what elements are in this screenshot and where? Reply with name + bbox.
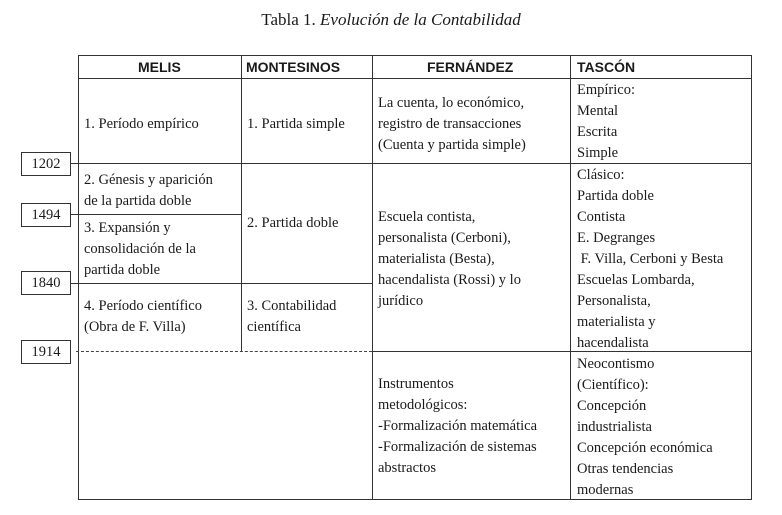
fernandez-stage-3-line: abstractos — [378, 460, 436, 476]
tascon-stage-1-line: Empírico: — [577, 82, 635, 98]
year-1914: 1914 — [21, 340, 71, 364]
melis-period-3-line: partida doble — [84, 262, 161, 278]
tascon-stage-3-line: industrialista — [577, 419, 652, 435]
row-separator-melis-2 — [78, 214, 242, 215]
montesinos-period-2 — [247, 213, 338, 234]
montesinos-period-2-line: 2. Partida doble — [247, 215, 339, 231]
fernandez-stage-1-line: (Cuenta y partida simple) — [378, 137, 526, 153]
tascon-stage-1-line: Simple — [577, 145, 619, 161]
melis-period-2-line: de la partida doble — [84, 193, 192, 209]
fernandez-stage-3-line: -Formalización de sistemas — [378, 439, 537, 455]
tascon-stage-2-line: F. Villa, Cerboni y Besta — [577, 251, 724, 267]
row-separator-melis-3 — [78, 283, 242, 284]
tascon-stage-2-line: Clásico: — [577, 167, 625, 183]
table-left-border — [78, 55, 79, 500]
melis-period-1-line: 1. Período empírico — [84, 116, 199, 132]
fernandez-stage-2-line: Escuela contista, — [378, 209, 476, 225]
header-melis: MELIS — [138, 59, 181, 75]
tascon-stage-2-line: E. Degranges — [577, 230, 656, 246]
year-1202: 1202 — [21, 152, 71, 176]
row-separator-1 — [78, 163, 752, 164]
header-montesinos: MONTESINOS — [246, 59, 341, 75]
tascon-stage-2-line: Personalista, — [577, 293, 651, 309]
fernandez-stage-3-line: Instrumentos — [378, 376, 454, 392]
fernandez-stage-1-line: La cuenta, lo económico, — [378, 95, 525, 111]
year-1494-line — [70, 214, 79, 215]
tascon-stage-3-line: Otras tendencias — [577, 461, 674, 477]
tascon-stage-2-line: Partida doble — [577, 188, 654, 204]
col-separator-1 — [241, 55, 242, 351]
montesinos-period-1-line: 1. Partida simple — [247, 116, 345, 132]
table-top-border — [78, 55, 752, 56]
table-title-italic: Evolución de la Contabilidad — [320, 10, 521, 29]
dashed-1914-line — [76, 351, 372, 352]
fernandez-stage-2-line: jurídico — [378, 293, 424, 309]
tascon-stage-2 — [577, 165, 723, 354]
tascon-stage-1-line: Mental — [577, 103, 619, 119]
montesinos-period-3 — [247, 296, 336, 338]
tascon-stage-1-line: Escrita — [577, 124, 618, 140]
melis-period-1 — [84, 114, 199, 135]
fernandez-stage-3-line: metodológicos: — [378, 397, 468, 413]
fernandez-stage-1-line: registro de transacciones — [378, 116, 522, 132]
table-title — [0, 10, 782, 30]
tascon-stage-3-line: (Científico): — [577, 377, 649, 393]
melis-period-3 — [84, 218, 196, 281]
header-separator — [78, 78, 752, 79]
tascon-stage-2-line: Escuelas Lombarda, — [577, 272, 695, 288]
montesinos-period-3-line: 3. Contabilidad — [247, 298, 337, 314]
melis-period-4-line: 4. Período científico — [84, 298, 202, 314]
tascon-stage-3-line: modernas — [577, 482, 634, 498]
tascon-stage-2-line: materialista y — [577, 314, 656, 330]
montesinos-period-1 — [247, 114, 345, 135]
melis-period-2 — [84, 170, 213, 212]
year-1840: 1840 — [21, 271, 71, 295]
montesinos-period-3-line: científica — [247, 319, 301, 335]
fernandez-stage-3-line: -Formalización matemática — [378, 418, 538, 434]
table-title-prefix: Tabla 1. — [261, 10, 316, 29]
melis-period-4-line: (Obra de F. Villa) — [84, 319, 186, 335]
header-tascon: TASCÓN — [577, 59, 636, 75]
tascon-stage-3-line: Neocontismo — [577, 356, 655, 372]
table-right-border — [751, 55, 752, 500]
fernandez-stage-2-line: personalista (Cerboni), — [378, 230, 511, 246]
fernandez-stage-3 — [378, 374, 537, 479]
tascon-stage-1 — [577, 80, 635, 164]
tascon-stage-3-line: Concepción económica — [577, 440, 713, 456]
fernandez-stage-1 — [378, 93, 526, 156]
tascon-stage-2-line: hacendalista — [577, 335, 649, 351]
year-1840-line — [70, 283, 79, 284]
col-separator-3 — [570, 55, 571, 500]
melis-period-2-line: 2. Génesis y aparición — [84, 172, 213, 188]
tascon-stage-3 — [577, 354, 713, 501]
melis-period-3-line: consolidación de la — [84, 241, 196, 257]
header-fernandez: FERNÁNDEZ — [427, 59, 514, 75]
tascon-stage-2-line: Contista — [577, 209, 626, 225]
year-1494: 1494 — [21, 203, 71, 227]
tascon-stage-3-line: Concepción — [577, 398, 647, 414]
fernandez-stage-2 — [378, 207, 521, 312]
fernandez-stage-2-line: hacendalista (Rossi) y lo — [378, 272, 521, 288]
melis-period-4 — [84, 296, 202, 338]
melis-period-3-line: 3. Expansión y — [84, 220, 171, 236]
fernandez-stage-2-line: materialista (Besta), — [378, 251, 495, 267]
col-separator-2 — [372, 55, 373, 500]
year-1202-line — [70, 163, 79, 164]
row-separator-montesinos-2 — [241, 283, 373, 284]
